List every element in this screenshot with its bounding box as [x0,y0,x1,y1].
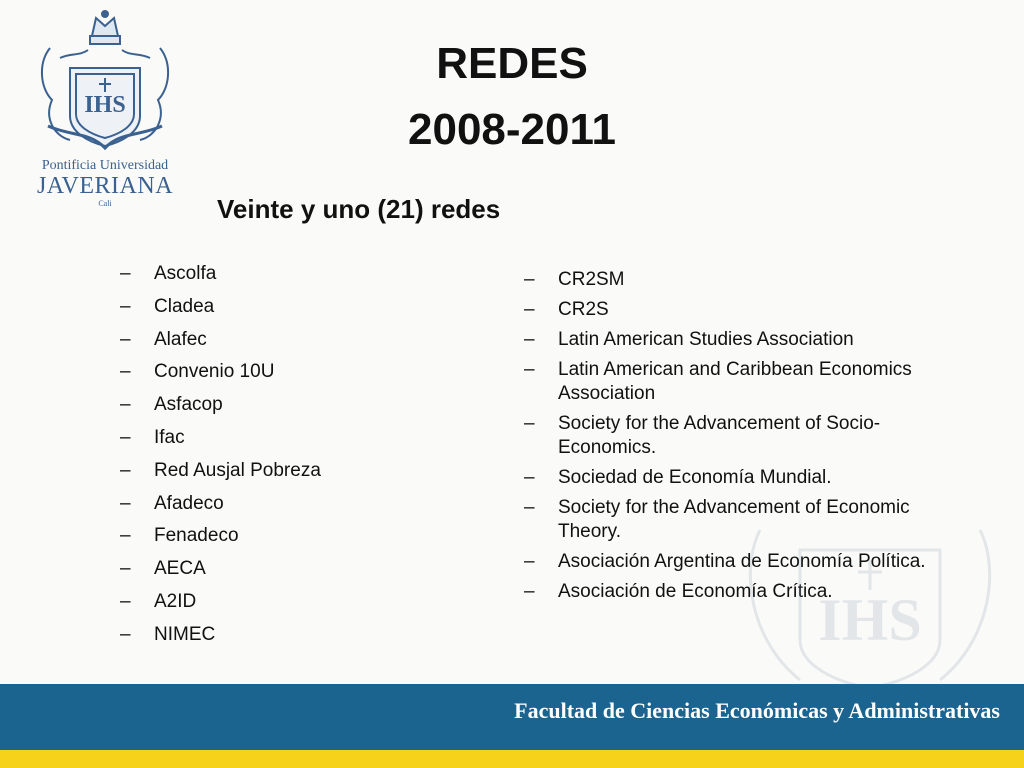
list-item: – Red Ausjal Pobreza [120,459,321,492]
footer-stripe [0,750,1024,768]
list-item: – Ascolfa [120,262,321,295]
slide-subtitle: Veinte y uno (21) redes [217,194,501,224]
watermark-crest [720,490,1020,690]
footer-text: Facultad de Ciencias Económicas y Administrativas [514,698,1000,723]
left-network-list [120,262,321,656]
list-item: – Ifac [120,426,321,459]
list-item: – Afadeco [120,492,321,525]
list-item: – Asociación Argentina de Economía Política. [524,550,964,574]
emblem-text: IHS [84,92,126,118]
logo-text-line3: Cali [98,199,112,208]
list-item: – Alafec [120,328,321,361]
list-item: – NIMEC [120,623,321,656]
list-item: – Society for the Advancement of Economic Theory. [524,496,964,544]
list-item: – AECA [120,557,321,590]
list-item: – Asfacop [120,393,321,426]
university-logo [30,8,180,208]
list-item: – CR2S [524,298,964,322]
crest-icon [30,8,180,158]
list-item: – Fenadeco [120,524,321,557]
logo-text-line1: Pontificia Universidad [41,158,169,173]
list-item: – Latin American Studies Association [524,328,964,352]
slide-title-line2: 2008-2011 [408,105,616,154]
list-item: – Latin American and Caribbean Economics Association [524,358,964,406]
list-item: – Convenio 10U [120,360,321,393]
footer-bar [0,684,1024,750]
logo-text-line2: JAVERIANA [36,173,174,199]
list-item: – Society for the Advancement of Socio-Economics. [524,412,964,460]
crest-watermark-icon [720,490,1020,690]
list-item: – Sociedad de Economía Mundial. [524,466,964,490]
list-item: – Asociación de Economía Crítica. [524,580,964,604]
watermark-text: IHS [818,587,922,653]
list-item: – A2ID [120,590,321,623]
list-item: – CR2SM [524,268,964,292]
slide-title-line1: REDES [436,39,588,88]
list-item: – Cladea [120,295,321,328]
